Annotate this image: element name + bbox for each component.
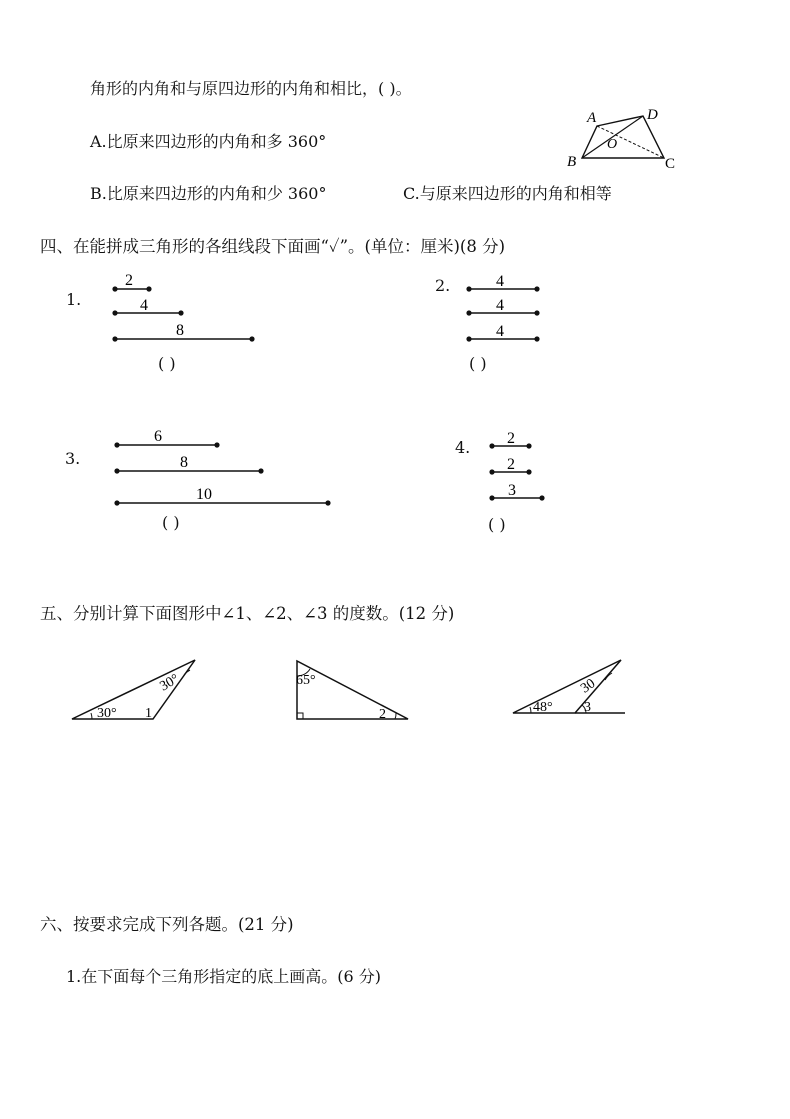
- triangle-figure-1: [72, 660, 195, 721]
- segment-label: 4: [496, 273, 504, 290]
- section-5-heading: 五、分别计算下面图形中∠1、∠2、∠3 的度数。(12 分): [40, 604, 455, 623]
- segment-label: 4: [140, 297, 148, 314]
- group-1-number: 1.: [66, 290, 82, 309]
- angle-label: 48°: [533, 700, 553, 715]
- angle-label: 3: [584, 700, 591, 715]
- group-1-answer-bracket: ( ): [158, 354, 176, 373]
- section-4-heading: 四、在能拼成三角形的各组线段下面画“✓”。(单位：厘米)(8 分): [40, 237, 506, 256]
- vertex-label-o: O: [607, 137, 618, 152]
- angle-label: 30: [578, 676, 599, 697]
- section-6-heading: 六、按要求完成下列各题。(21 分): [40, 915, 294, 934]
- group-3-answer-bracket: ( ): [162, 513, 180, 532]
- group-2-answer-bracket: ( ): [469, 354, 487, 373]
- section-6-item-1: 1.在下面每个三角形指定的底上画高。(6 分): [66, 967, 382, 986]
- triangle-figure-2: [296, 661, 408, 722]
- segment-label: 8: [180, 454, 188, 471]
- segment-label: 8: [176, 322, 184, 339]
- segment-label: 3: [508, 482, 516, 499]
- group-3-number: 3.: [65, 449, 81, 468]
- angle-label: 65°: [296, 673, 316, 688]
- triangle-figure-3: [513, 660, 625, 715]
- segment-label: 6: [154, 428, 162, 445]
- vertex-label-a: A: [587, 110, 597, 126]
- group-4-answer-bracket: ( ): [488, 515, 506, 534]
- option-a: A.比原来四边形的内角和多 360°: [90, 132, 327, 151]
- vertex-label-b: B: [567, 154, 577, 170]
- segment-label: 2: [125, 272, 133, 289]
- segment-label: 2: [507, 430, 515, 447]
- option-c: C.与原来四边形的内角和相等: [403, 184, 612, 203]
- angle-label: 2: [379, 707, 386, 722]
- vertex-label-d: D: [647, 107, 658, 123]
- option-b: B.比原来四边形的内角和少 360°: [90, 184, 327, 203]
- segment-label: 4: [496, 323, 504, 340]
- vertex-label-c: C: [665, 156, 676, 172]
- question-text-line: 角形的内角和与原四边形的内角和相比，( )。: [90, 79, 412, 98]
- angle-label: 30°: [97, 706, 117, 721]
- segment-label: 10: [196, 486, 212, 503]
- angle-label: 30°: [157, 671, 182, 695]
- group-2-number: 2.: [435, 276, 451, 295]
- angle-label: 1: [145, 706, 152, 721]
- segment-label: 2: [507, 456, 515, 473]
- segment-label: 4: [496, 297, 504, 314]
- group-4-number: 4.: [455, 438, 471, 457]
